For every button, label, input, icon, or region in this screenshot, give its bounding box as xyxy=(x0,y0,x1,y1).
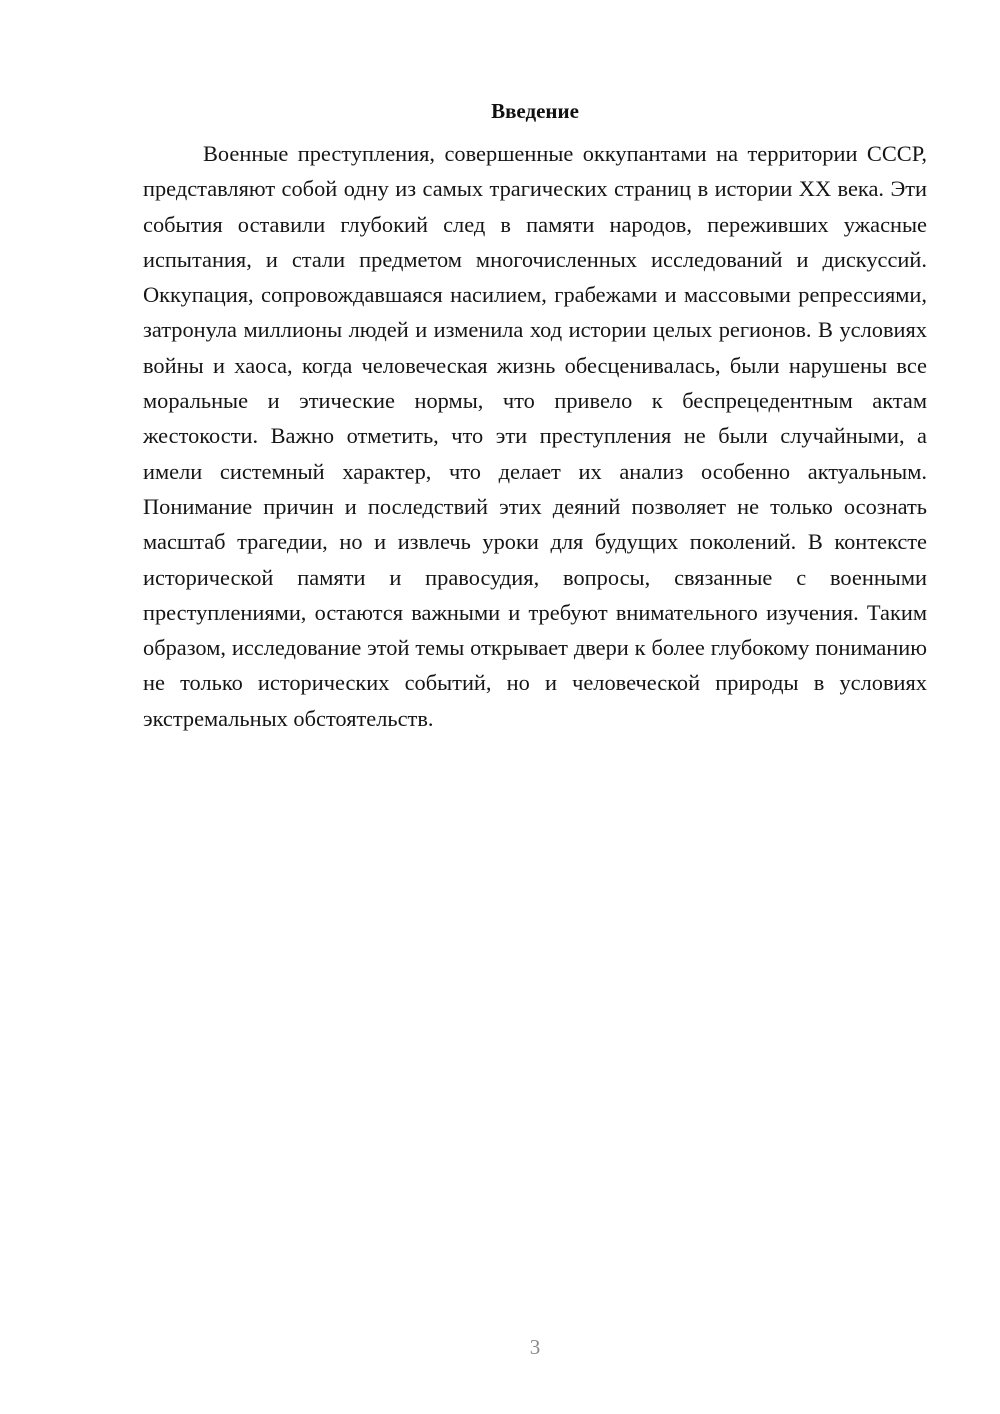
introduction-paragraph: Военные преступления, совершенные оккупантами на территории СССР, представляют собой одну из самых трагических страниц в истории XX века. Эти события оставили глубокий след в памяти народов, переживших ужасные испытания, и стали предметом многочисленных исследований и дискуссий. Оккупация, сопровождавшаяся насилием, грабежами и массовыми репрессиями, затронула миллионы людей и изменила ход истории целых регионов. В условиях войны и хаоса, когда человеческая жизнь обесценивалась, были нарушены все моральные и этические нормы, что привело к беспрецедентным актам жестокости. Важно отметить, что эти преступления не были случайными, а имели системный характер, что делает их анализ особенно актуальным. Понимание причин и последствий этих деяний позволяет не только осознать масштаб трагедии, но и извлечь уроки для будущих поколений. В контексте исторической памяти и правосудия, вопросы, связанные с военными преступлениями, остаются важными и требуют внимательного изучения. Таким образом, исследование этой темы открывает двери к более глубокому пониманию не только исторических событий, но и человеческой природы в условиях экстремальных обстоятельств. xyxy=(143,141,927,731)
page-number: 3 xyxy=(529,1335,541,1359)
section-title: Введение xyxy=(491,99,579,123)
page-content xyxy=(143,98,927,736)
